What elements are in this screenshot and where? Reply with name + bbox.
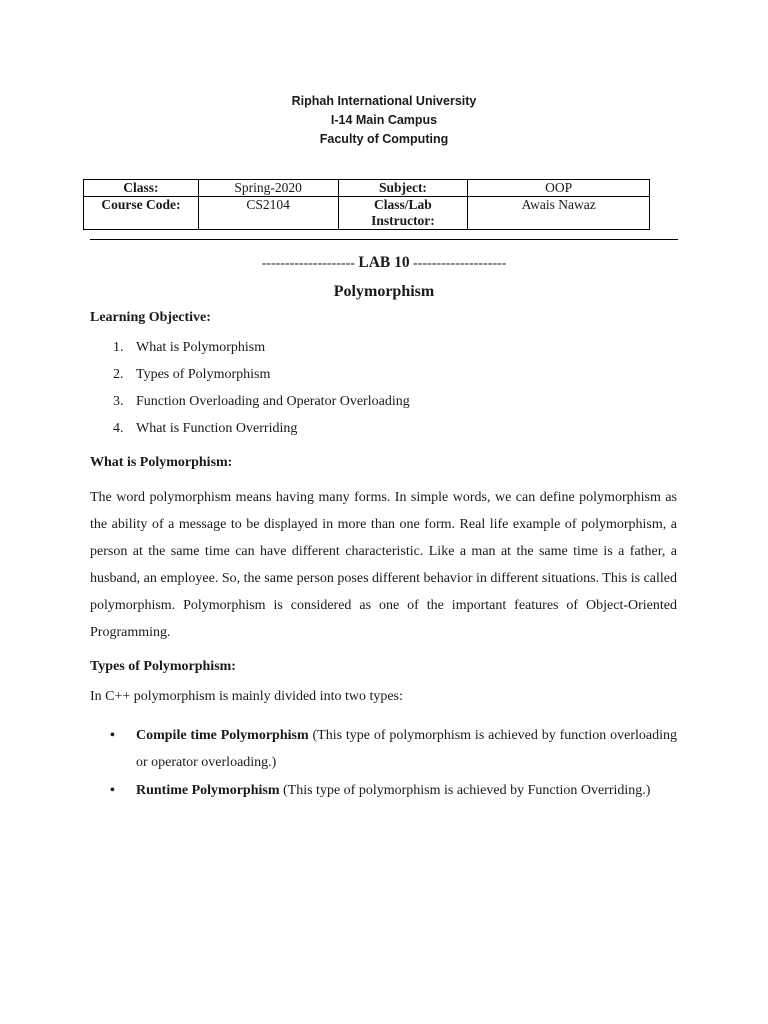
instructor-label: Class/Lab Instructor: bbox=[338, 197, 468, 230]
table-row bbox=[84, 180, 650, 197]
subject-label: Subject: bbox=[338, 180, 468, 197]
course-code-value: CS2104 bbox=[198, 197, 338, 230]
objectives-list bbox=[90, 339, 610, 447]
bullet-text: (This type of polymorphism is achieved by Function Overriding.) bbox=[279, 783, 651, 798]
list-item bbox=[90, 366, 610, 393]
topic-title: Polymorphism bbox=[333, 283, 435, 300]
bullet-item-runtime bbox=[110, 777, 677, 804]
table-row bbox=[84, 197, 650, 230]
campus-name: I-14 Main Campus bbox=[330, 113, 438, 127]
bullet-item-compile-time bbox=[110, 722, 678, 776]
types-intro: In C++ polymorphism is mainly divided into two types: bbox=[90, 689, 403, 704]
course-info-table bbox=[83, 179, 650, 230]
learning-objective-heading: Learning Objective: bbox=[90, 310, 211, 325]
course-code-label: Course Code: bbox=[84, 197, 199, 230]
list-item bbox=[90, 393, 610, 420]
bullet-term: Compile time Polymorphism bbox=[136, 728, 309, 743]
what-is-paragraph: The word polymorphism means having many forms. In simple words, we can define polymorphism as the ability of a message to be displayed in more than one form. Real life example of polymorphism, a person at the same time can have different characteristic. Like a man at the same time is a father, a husband, an employee. So, the same person poses different behavior in different situations. This is called polymorphism. Polymorphism is considered as one of the important features of Object-Oriented Programming. bbox=[90, 490, 677, 640]
list-item-text: What is Function Overriding bbox=[136, 421, 298, 436]
bullet-icon: • bbox=[110, 783, 115, 798]
lab-dashes-right: -------------------- bbox=[413, 256, 507, 271]
lab-number: LAB 10 bbox=[358, 254, 410, 271]
list-item-text: What is Polymorphism bbox=[136, 340, 266, 355]
class-label: Class: bbox=[84, 180, 199, 197]
list-item-text: Function Overloading and Operator Overloading bbox=[136, 394, 410, 409]
list-item-number: 1. bbox=[113, 340, 124, 355]
subject-value: OOP bbox=[468, 180, 650, 197]
list-item-number: 3. bbox=[113, 394, 124, 409]
document-header bbox=[0, 92, 768, 149]
class-value: Spring-2020 bbox=[198, 180, 338, 197]
list-item-number: 2. bbox=[113, 367, 124, 382]
what-is-heading: What is Polymorphism: bbox=[90, 455, 233, 470]
faculty-name: Faculty of Computing bbox=[319, 132, 449, 146]
list-item bbox=[90, 420, 610, 447]
types-heading: Types of Polymorphism: bbox=[90, 659, 236, 674]
instructor-value: Awais Nawaz bbox=[468, 197, 650, 230]
lab-dashes-left: -------------------- bbox=[261, 256, 355, 271]
list-item bbox=[90, 339, 610, 366]
bullet-icon: • bbox=[110, 728, 115, 743]
lab-title bbox=[0, 254, 768, 272]
list-item-number: 4. bbox=[113, 421, 124, 436]
university-name: Riphah International University bbox=[291, 94, 477, 108]
horizontal-divider bbox=[90, 239, 678, 240]
bullet-text: (This type of polymorphism is achieved by function overloading or operator overloading.) bbox=[136, 728, 678, 770]
bullet-term: Runtime Polymorphism bbox=[136, 783, 280, 798]
list-item-text: Types of Polymorphism bbox=[136, 367, 271, 382]
